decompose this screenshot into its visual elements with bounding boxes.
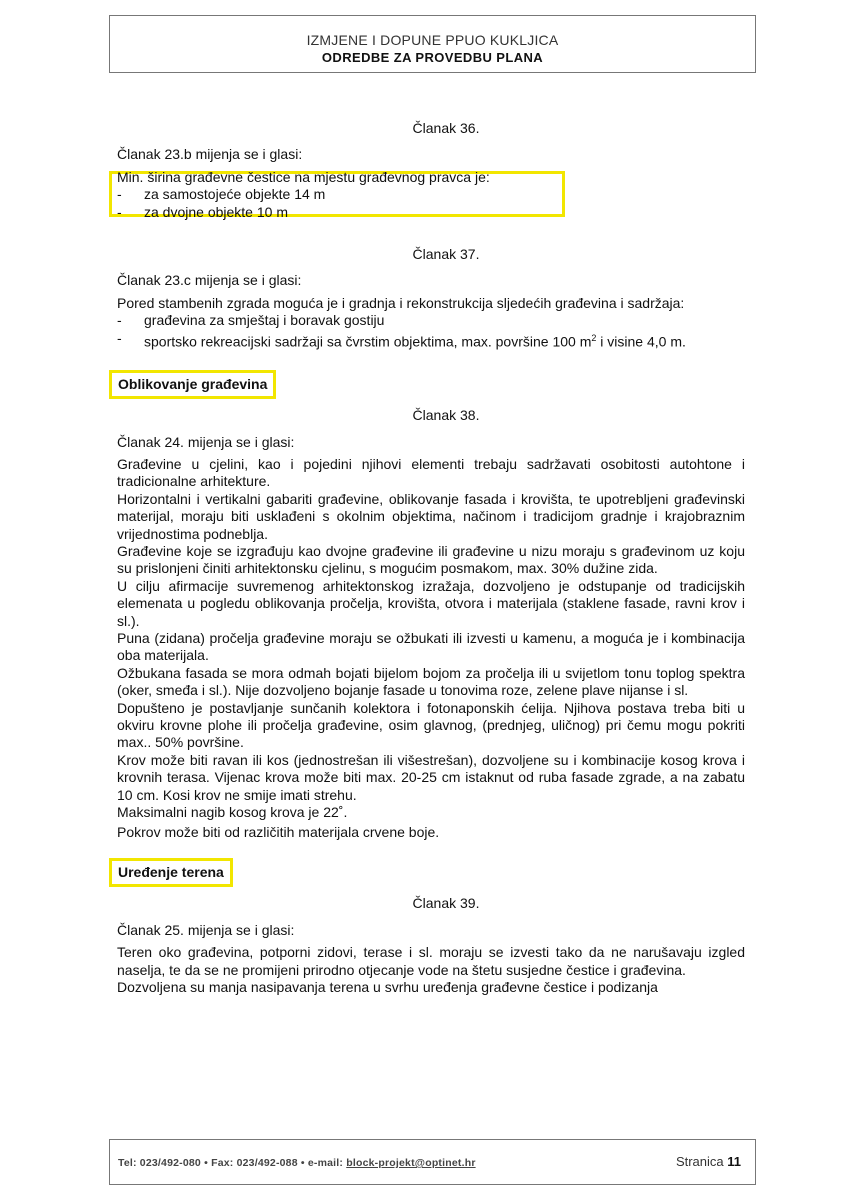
- article-heading: Članak 38.: [412, 407, 480, 424]
- paragraph: Horizontalni i vertikalni gabariti građevine, oblikovanje fasada i krovišta, te upotrebljeni građevinski materijal, moraju biti usklađeni s okolnim objektima, načinom i tradicijom gradnje i krajobraznim vrijednostima podneblja.: [117, 490, 745, 542]
- article-intro: Članak 25. mijenja se i glasi:: [117, 921, 295, 938]
- document-body: [117, 120, 745, 996]
- paragraph: Građevine u cjelini, kao i pojedini njihovi elementi trebaju sadržavati osobitosti autohtone i tradicionalne arhitekture.: [117, 455, 745, 490]
- paragraph: Krov može biti ravan ili kos (jednostrešan ili višestrešan), dozvoljene su i kombinacije kosog krova i krovnih terasa. Vijenac krova može biti max. 20-25 cm istaknut od ruba fasade zgrade, a na zabatu 10 cm. Kosi krov ne smije imati strehu.: [117, 751, 745, 803]
- list-item: - za dvojne objekte 10 m: [117, 204, 745, 221]
- list-item: [117, 330, 745, 351]
- paragraph: Maksimalni nagib kosog krova je 22˚.: [117, 804, 348, 821]
- superscript: 2: [591, 332, 597, 343]
- article-paragraphs: [117, 456, 745, 842]
- page-number: 11: [727, 1154, 741, 1169]
- paragraph: Teren oko građevina, potporni zidovi, terase i sl. moraju se izvesti tako da ne narušavaju izgled naselja, te da se ne promijeni prirodno otjecanje vode na štetu susjedne čestice i građevina.: [117, 944, 745, 978]
- section-title: Uređenje terena: [109, 858, 233, 887]
- article-text: Pored stambenih zgrada moguća je i gradnja i rekonstrukcija sljedećih građevina i sadržaja:: [117, 294, 685, 311]
- item-list: [117, 186, 745, 221]
- footer-contact: [118, 1157, 476, 1169]
- article-heading: Članak 39.: [412, 895, 480, 912]
- page-label: Stranica: [675, 1154, 728, 1169]
- header-title: IZMJENE I DOPUNE PPUO KUKLJICA: [306, 32, 559, 48]
- paragraph: Dopušteno je postavljanje sunčanih kolektora i fotonaponskih ćelija. Njihova postava treba biti u okviru krovne plohe ili pročelja građevine, osim glavnog, (prednjeg, uličnog) pri čemu mogu pokriti max.. 50% površine.: [117, 699, 745, 751]
- header-subtitle: ODREDBE ZA PROVEDBU PLANA: [321, 50, 544, 65]
- paragraph: Puna (zidana) pročelja građevine moraju se ožbukati ili izvesti u kamenu, a moguća je i kombinacija oba materijala.: [117, 630, 745, 664]
- article-heading: Članak 36.: [412, 120, 480, 136]
- article-intro: Članak 23.b mijenja se i glasi:: [117, 146, 303, 163]
- article-paragraphs: [117, 944, 745, 996]
- page-footer: [109, 1139, 756, 1185]
- article-text: Min. širina građevne čestice na mjestu građevnog pravca je:: [117, 168, 490, 185]
- email-link[interactable]: block-projekt@optinet.hr: [346, 1157, 476, 1169]
- section-title: Oblikovanje građevina: [109, 370, 276, 399]
- list-item: - za samostojeće objekte 14 m: [117, 186, 745, 203]
- article-heading: Članak 37.: [412, 246, 480, 263]
- list-item-text: sportsko rekreacijski sadržaji sa čvrstim objektima, max. površine 100 m: [144, 333, 592, 350]
- section-heading-wrap: [117, 370, 745, 399]
- footer-contact-text: Tel: 023/492-080 • Fax: 023/492-088 • e-mail:: [118, 1157, 347, 1169]
- article-intro: Članak 24. mijenja se i glasi:: [117, 433, 295, 450]
- list-item-text: i visine 4,0 m.: [596, 333, 686, 350]
- item-list: [117, 312, 745, 350]
- paragraph: Pokrov može biti od različitih materijala crvene boje.: [117, 824, 440, 841]
- paragraph: Građevine koje se izgrađuju kao dvojne građevine ili građevine u nizu moraju s građevinom uz koju su prislonjeni činiti arhitektonsku cjelinu, s mogućim posmakom, max. 30% dužine zida.: [117, 542, 745, 577]
- paragraph: Dozvoljena su manja nasipavanja terena u svrhu uređenja građevne čestice i podizanja: [117, 978, 658, 995]
- page-number-label: [676, 1154, 741, 1169]
- paragraph: U cilju afirmacije suvremenog arhitektonskog izražaja, dozvoljeno je odstupanje od tradicijskih elemenata u pogledu oblikovanja pročelja, krovišta, otvora i materijala (staklene fasade, ravni krov i sl.).: [117, 577, 745, 629]
- section-heading-wrap: [117, 858, 745, 887]
- page-header: [109, 15, 756, 73]
- paragraph: Ožbukana fasada se mora odmah bojati bijelom bojom za pročelja ili u svijetlom tonu toplog spektra (oker, smeđa i sl.). Nije dozvoljeno bojanje fasade u tonovima roze, zelene plave nijanse i sl.: [117, 664, 745, 699]
- article-intro: Članak 23.c mijenja se i glasi:: [117, 272, 302, 289]
- list-item: - građevina za smještaj i boravak gostiju: [117, 312, 745, 329]
